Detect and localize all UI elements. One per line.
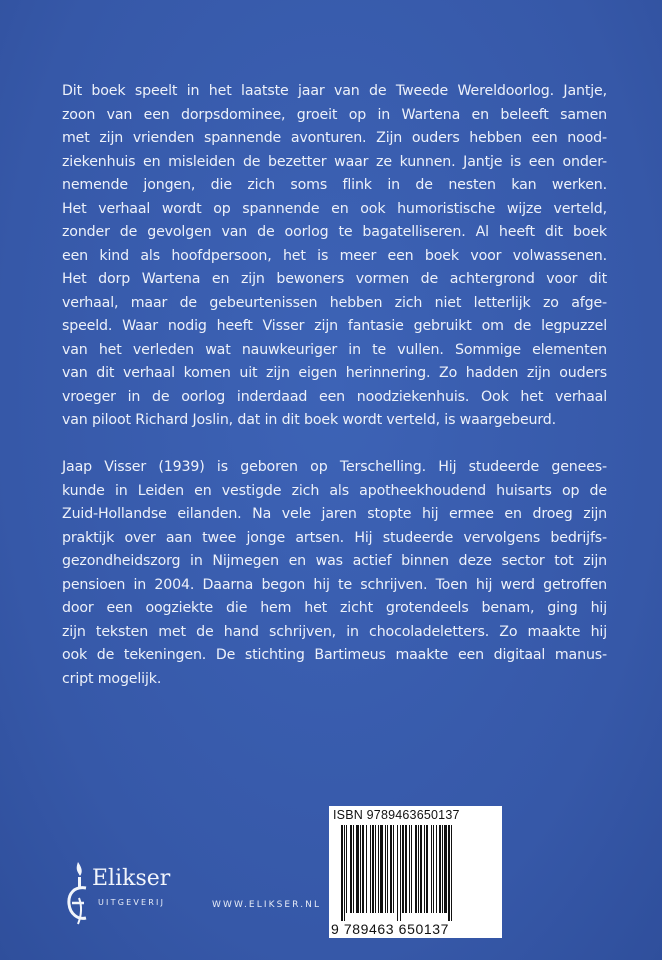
text-line: ziekenhuis en misleiden de bezetter waar ze kunnen. Jantje is een onder-	[62, 153, 607, 170]
text-line: vroeger in de oorlog inderdaad een noodziekenhuis. Ook het verhaal	[62, 388, 607, 405]
paragraph-gap	[62, 433, 607, 457]
back-cover-text	[62, 80, 607, 691]
text-line: kunde in Leiden en vestigde zich als apotheekhoudend huisarts op de	[62, 482, 607, 499]
isbn-label: ISBN 9789463650137	[333, 808, 460, 822]
text-line: Zuid-Hollandse eilanden. Na vele jaren stopte hij ermee en droeg zijn	[62, 506, 607, 522]
text-line: van piloot Richard Joslin, dat in dit boek wordt verteld, is waargebeurd.	[62, 412, 557, 428]
isbn-barcode	[329, 806, 502, 938]
text-line: zonder de gevolgen van de oorlog te bagatelliseren. Al heeft dit boek	[62, 224, 607, 240]
text-line: zoon van een dorpsdominee, groeit op in Wartena en beleeft samen	[62, 106, 607, 123]
publisher-website: WWW.ELIKSER.NL	[212, 900, 322, 910]
text-line: Het verhaal wordt op spannende en ook humoristische wijze verteld,	[62, 200, 607, 217]
text-line: Het dorp Wartena en zijn bewoners vormen de achtergrond voor dit	[62, 271, 607, 287]
publisher-logo	[64, 858, 204, 928]
barcode-bars	[339, 825, 499, 921]
publisher-name: Elikser	[92, 866, 171, 891]
text-line: speeld. Waar nodig heeft Visser zijn fantasie gebruikt om de legpuzzel	[62, 318, 607, 334]
text-line: van dit verhaal komen uit zijn eigen herinnering. Zo hadden zijn ouders	[62, 365, 607, 381]
text-line: met zijn vrienden spannende avonturen. Zijn ouders hebben een nood-	[62, 130, 607, 146]
text-line: een kind als hoofdpersoon, het is meer een boek voor volwassenen.	[62, 247, 607, 264]
text-line: pensioen in 2004. Daarna begon hij te schrijven. Toen hij werd getroffen	[62, 576, 607, 593]
text-line: Jaap Visser (1939) is geboren op Terschelling. Hij studeerde genees-	[62, 459, 607, 475]
text-line: door een oogziekte die hem het zicht grotendeels benam, ging hij	[62, 600, 607, 616]
text-line: Dit boek speelt in het laatste jaar van de Tweede Wereldoorlog. Jantje,	[62, 83, 607, 99]
text-line: van het verleden wat nauwkeuriger in te vullen. Sommige elementen	[62, 341, 607, 358]
synopsis-paragraph	[62, 80, 607, 433]
text-line: cript mogelijk.	[62, 670, 162, 687]
text-line: ook de tekeningen. De stichting Bartimeus maakte een digitaal manus-	[62, 647, 607, 663]
text-line: nemende jongen, die zich soms flink in de nesten kan werken.	[62, 177, 607, 193]
text-line: zijn teksten met de hand schrijven, in chocoladeletters. Zo maakte hij	[62, 623, 607, 640]
barcode-digits: 9 789463 650137	[331, 921, 449, 937]
text-line: gezondheidszorg in Nijmegen en was actief binnen deze sector tot zijn	[62, 553, 607, 569]
text-line: praktijk over aan twee jonge artsen. Hij studeerde vervolgens bedrijfs-	[62, 529, 607, 546]
publisher-subtitle: UITGEVERIJ	[98, 898, 166, 907]
author-bio-paragraph	[62, 456, 607, 691]
text-line: verhaal, maar de gebeurtenissen hebben zich niet letterlijk zo afge-	[62, 294, 607, 311]
